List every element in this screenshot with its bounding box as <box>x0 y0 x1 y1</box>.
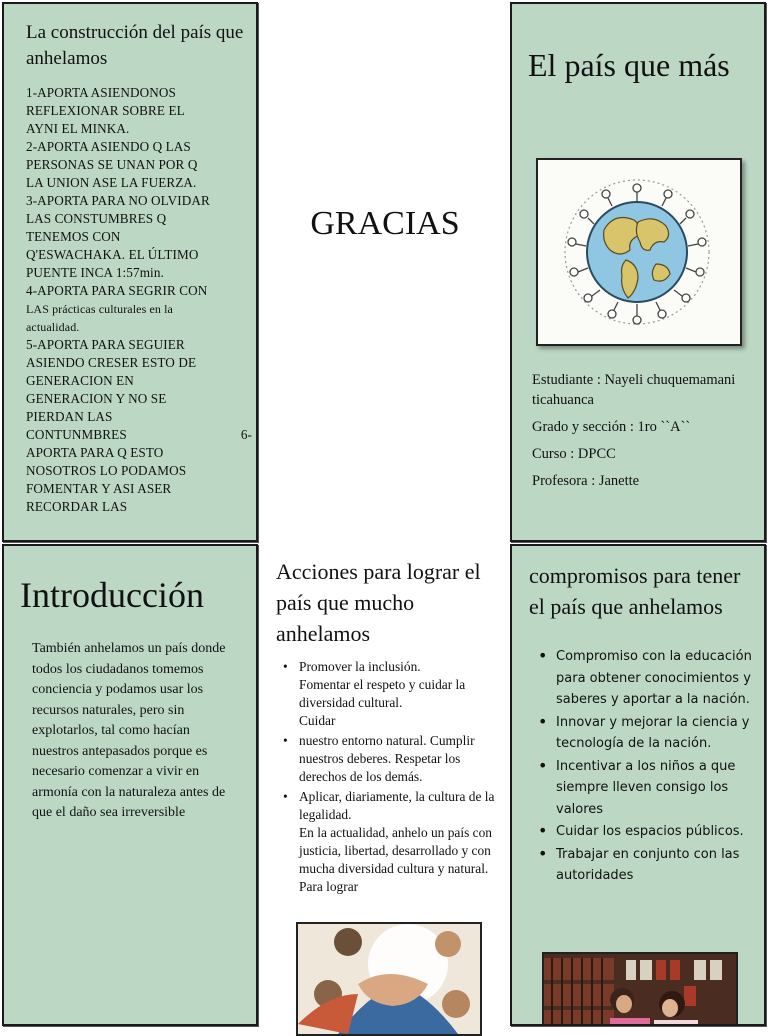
student-info <box>532 370 760 498</box>
construccion-line: NOSOTROS LO PODAMOS <box>26 463 187 478</box>
compromiso-item: • Cuidar los espacios públicos. <box>530 821 758 843</box>
course: Curso : DPCC <box>532 446 616 462</box>
construccion-line: PIERDAN LAS <box>26 409 113 424</box>
panel-compromisos <box>510 544 766 1026</box>
construccion-line: GENERACION Y NO SE <box>26 391 167 406</box>
construccion-line: LAS CONSTUMBRES Q <box>26 211 167 226</box>
construccion-line: 3-APORTA PARA NO OLVIDAR <box>26 193 210 208</box>
student-name: Estudiante : Nayeli chuquemamani ticahuanca <box>532 372 736 408</box>
construccion-line: APORTA PARA Q ESTO <box>26 445 164 460</box>
gracias-text: GRACIAS <box>310 205 460 242</box>
panel-cover <box>510 2 766 542</box>
grade-section: Grado y sección : 1ro ``A`` <box>532 419 691 435</box>
construccion-line: PUENTE INCA 1:57min. <box>26 265 164 280</box>
construccion-line: RECORDAR LAS <box>26 499 128 514</box>
construccion-line: GENERACION EN <box>26 373 134 388</box>
globe-children-icon <box>536 158 742 346</box>
construccion-line: actualidad. <box>26 320 80 334</box>
construccion-line: 4-APORTA PARA SEGRIR CON <box>26 283 208 298</box>
introduccion-body: También anhelamos un país donde todos los ciudadanos tomemos conciencia y podamos usar los recursos naturales, pero sin explotarlos, tal como hacían nuestros antepasados porque es necesario comenzar a vivir en armonía con la naturaleza antes de que el daño sea irreversible <box>32 641 226 820</box>
construccion-split-line <box>26 426 252 444</box>
construccion-line: TENEMOS CON <box>26 229 121 244</box>
construccion-contunmbres: CONTUNMBRES <box>26 427 127 442</box>
construccion-line: ASIENDO CRESER ESTO DE <box>26 355 197 370</box>
acciones-item: • Aplicar, diariamente, la cultura de la legalidad. En la actualidad, anhelo un país con justicia, libertad, desarrollado y con mucha diversidad cultura y natural. Para lograr <box>280 788 504 896</box>
construccion-line: LA UNION ASE LA FUERZA. <box>26 175 197 190</box>
acciones-item: • Promover la inclusión. Fomentar el respeto y cuidar la diversidad cultural. Cuidar <box>280 658 504 730</box>
compromiso-item: • Incentivar a los niños a que siempre lleven consigo los valores <box>530 756 758 821</box>
teacher: Profesora : Janette <box>532 473 640 489</box>
compromiso-item: • Trabajar en conjunto con las autoridades <box>530 844 758 887</box>
construccion-line: 5-APORTA PARA SEGUIER <box>26 337 185 352</box>
introduccion-title: Introducción <box>20 575 204 615</box>
construccion-line: 1-APORTA ASIENDONOS <box>26 85 176 100</box>
acciones-list <box>280 658 504 898</box>
construccion-line: PERSONAS SE UNAN POR Q <box>26 157 198 172</box>
compromisos-list <box>530 646 758 888</box>
panel-introduccion <box>2 544 258 1026</box>
construccion-line: REFLEXIONAR SOBRE EL <box>26 103 185 118</box>
construccion-heading: La construcción del país que anhelamos <box>26 22 244 69</box>
library-students-photo <box>542 952 738 1026</box>
construccion-body <box>26 84 252 516</box>
construccion-line: Q'ESWACHAKA. EL ÚLTIMO <box>26 247 199 262</box>
panel-construccion <box>2 2 258 542</box>
cover-title: El país que más <box>528 47 730 83</box>
acciones-item: • nuestro entorno natural. Cumplir nuestros deberes. Respetar los derechos de los demás. <box>280 732 504 786</box>
compromisos-title: compromisos para tener el país que anhelamos <box>529 563 741 619</box>
construccion-line: LAS prácticas culturales en la <box>26 302 173 316</box>
construccion-line: 2-APORTA ASIENDO Q LAS <box>26 139 191 154</box>
construccion-line: AYNI EL MINKA. <box>26 121 130 136</box>
stacked-hands-photo <box>296 922 482 1036</box>
compromiso-item: • Compromiso con la educación para obtener conocimientos y saberes y aportar a la nación. <box>530 646 758 711</box>
compromiso-item: • Innovar y mejorar la ciencia y tecnología de la nación. <box>530 712 758 755</box>
construccion-line: FOMENTAR Y ASI ASER <box>26 481 172 496</box>
acciones-title: Acciones para lograr el país que mucho anhelamos <box>276 559 481 646</box>
construccion-six: 6- <box>240 427 252 442</box>
